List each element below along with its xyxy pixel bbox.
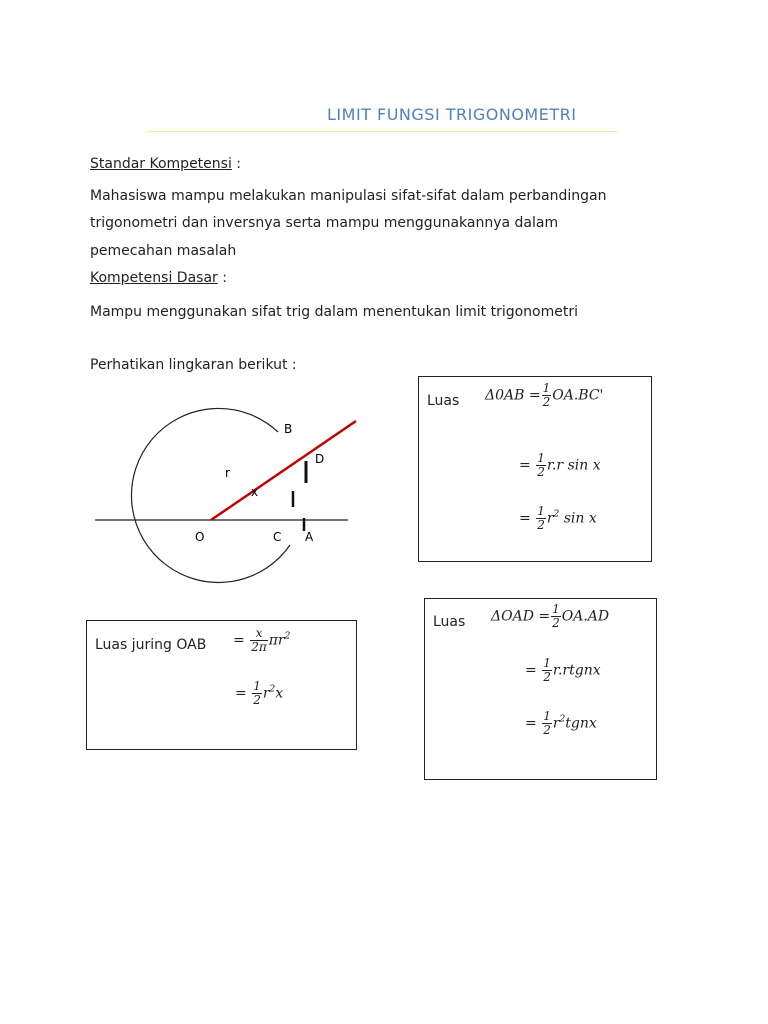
half-fraction: $\frac{1}{2}$	[543, 656, 551, 684]
circle-outline	[131, 408, 293, 582]
dasar-label: Kompetensi Dasar	[90, 270, 218, 286]
dasar-colon: :	[217, 270, 227, 286]
equals-sign: =	[519, 510, 531, 527]
equals-sign: =	[525, 662, 537, 679]
label-a: A	[305, 530, 314, 544]
box-luas-juring	[86, 620, 357, 750]
half-fraction: $\frac{1}{2}$	[543, 709, 551, 737]
label-b: B	[284, 422, 293, 436]
dasar-heading	[90, 264, 227, 292]
box3-label: Luas juring OAB	[95, 637, 207, 653]
box3-sup-2: 2	[269, 684, 276, 695]
half-fraction: $\frac{1}{2}$	[542, 381, 551, 409]
equals-sign: =	[233, 632, 245, 649]
box1-sup: 2	[553, 509, 560, 520]
equals-sign: =	[525, 715, 537, 732]
box1-rhs-1: OA.BC'	[552, 387, 604, 404]
half-fraction: $\frac{1}{2}$	[537, 504, 545, 532]
box1-rhs-2: r.r sin x	[546, 457, 601, 474]
label-r: r	[225, 466, 230, 480]
label-o: O	[195, 530, 205, 544]
page-title: LIMIT FUNGSI TRIGONOMETRI	[327, 105, 577, 124]
box3-line-1	[233, 627, 290, 654]
box2-rhs-3b: tgnx	[565, 715, 597, 732]
dasar-text: Mampu menggunakan sifat trig dalam menentukan limit trigonometri	[90, 304, 579, 320]
half-fraction: $\frac{1}{2}$	[253, 679, 261, 707]
label-x: x	[251, 485, 259, 499]
standar-colon: :	[231, 156, 242, 172]
equals-sign: =	[235, 685, 247, 702]
x-over-2pi-fraction: $\frac{x}{2\pi}$	[251, 626, 267, 654]
box-luas-oab	[418, 376, 652, 562]
box-luas-oad	[424, 598, 657, 780]
box2-line-3	[525, 710, 597, 737]
half-fraction: $\frac{1}{2}$	[537, 451, 545, 479]
label-c: C	[273, 530, 282, 544]
box1-line-2	[519, 452, 601, 479]
half-fraction: $\frac{1}{2}$	[552, 602, 560, 630]
box3-rhs-1a: πr	[268, 632, 285, 649]
title-underline	[148, 131, 618, 132]
box2-rhs-1: OA.AD	[561, 608, 610, 625]
box2-label: Luas	[433, 614, 466, 630]
box3-rhs-2a: r	[262, 685, 270, 702]
standar-line-2: trigonometri dan inversnya serta mampu menggunakannya dalam	[90, 215, 559, 231]
box1-rhs-3b: sin x	[559, 510, 597, 527]
box2-lhs: ΔOAD =	[491, 608, 551, 625]
box1-label: Luas	[427, 393, 460, 409]
standar-line-3: pemecahan masalah	[90, 243, 237, 259]
standar-label: Standar Kompetensi	[90, 156, 232, 172]
box1-rhs-3a: r	[546, 510, 554, 527]
perhatikan-text: Perhatikan lingkaran berikut :	[90, 357, 297, 373]
label-d: D	[315, 452, 325, 466]
box1-line-3	[519, 505, 597, 532]
box3-rhs-2b: x	[275, 685, 284, 702]
box3-line-2	[235, 680, 283, 707]
equals-sign: =	[519, 457, 531, 474]
circle-diagram	[90, 405, 370, 600]
box2-line-1	[491, 603, 609, 630]
box2-line-2	[525, 657, 601, 684]
box1-line-1	[485, 382, 603, 409]
standar-heading	[90, 150, 241, 178]
standar-line-1: Mahasiswa mampu melakukan manipulasi sifat-sifat dalam perbandingan	[90, 188, 607, 204]
box2-rhs-3a: r	[552, 715, 560, 732]
box2-rhs-2: r.rtgnx	[552, 662, 601, 679]
box1-lhs: Δ0AB =	[485, 387, 541, 404]
box2-sup: 2	[559, 714, 566, 725]
box3-sup-1: 2	[284, 631, 291, 642]
